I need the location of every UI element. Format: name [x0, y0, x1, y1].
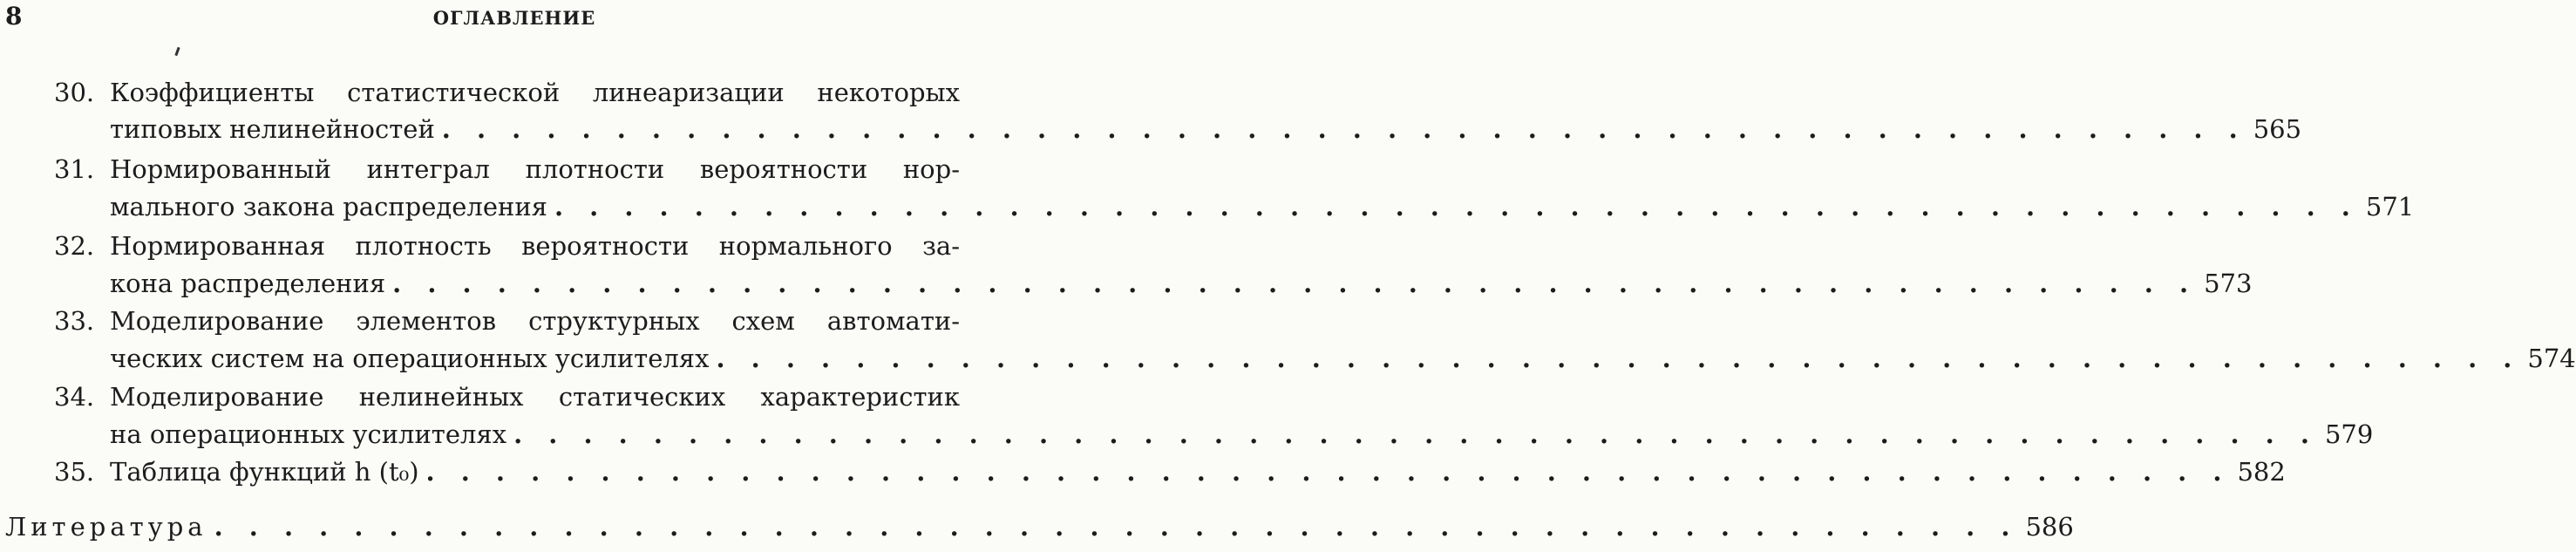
- literature-label: Литература: [5, 512, 207, 542]
- entry-title-line-2: [110, 339, 2576, 378]
- dot-leader: . . . . . . . . . . . . . . . . . . . . . . . . . . . . . . . . . . . . . . . . . . . . . . . . . . . .: [425, 457, 2231, 487]
- entry-page: 573: [2204, 269, 2253, 298]
- dot-leader: . . . . . . . . . . . . . . . . . . . . . . . . . . . . . . . . . . . . . . . . . . . . . . . . . . . .: [554, 192, 2359, 221]
- entry-title-text: типовых нелинейностей: [110, 114, 435, 144]
- dot-leader: . . . . . . . . . . . . . . . . . . . . . . . . . . . . . . . . . . . . . . . . . . . . . . . . . . . .: [392, 269, 2198, 298]
- entry-title-line-1: Нормированная плотность вероятности нормального за-: [110, 231, 960, 261]
- entry-number: 31.: [54, 154, 95, 184]
- entry-number: 34.: [54, 382, 95, 412]
- entry-title-line-2: [110, 453, 2286, 491]
- entry-title-text: кона распределения: [110, 269, 386, 298]
- literature-page: 586: [2025, 512, 2074, 542]
- entry-title-line-1: Нормированный интеграл плотности вероятности нор-: [110, 154, 960, 184]
- entry-number: 33.: [54, 306, 95, 336]
- running-head: ОГЛАВЛЕНИЕ: [432, 7, 596, 29]
- entry-title-line-1: Моделирование элементов структурных схем автомати-: [110, 306, 960, 336]
- entry-number: 30.: [54, 78, 95, 107]
- entry-title-text: на операционных усилителях: [110, 419, 507, 449]
- entry-title-text: Таблица функций h (t₀): [110, 457, 419, 487]
- entry-page: 571: [2365, 192, 2415, 221]
- entry-title-line-2: [110, 110, 2302, 148]
- entry-number: 35.: [54, 457, 95, 487]
- entry-title-line-1: Моделирование нелинейных статических характеристик: [110, 382, 960, 412]
- entry-page: 574: [2527, 344, 2576, 373]
- entry-title-line-2: [110, 264, 2253, 303]
- entry-title-text: ческих систем на операционных усилителях: [110, 344, 710, 373]
- entry-title-line-2: [110, 415, 2374, 453]
- entry-title-line-1: Коэффициенты статистической линеаризации некоторых: [110, 78, 960, 107]
- entry-title-text: мального закона распределения: [110, 192, 547, 221]
- entry-page: 582: [2237, 457, 2286, 487]
- dot-leader: . . . . . . . . . . . . . . . . . . . . . . . . . . . . . . . . . . . . . . . . . . . . . . . . . . . .: [441, 114, 2246, 144]
- entry-number: 32.: [54, 231, 95, 261]
- entry-page: 565: [2253, 114, 2302, 144]
- page-number: 8: [5, 2, 23, 31]
- dot-leader: . . . . . . . . . . . . . . . . . . . . . . . . . . . . . . . . . . . . . . . . . . . . . . . . . . . .: [214, 512, 2019, 542]
- dot-leader: . . . . . . . . . . . . . . . . . . . . . . . . . . . . . . . . . . . . . . . . . . . . . . . . . . . .: [716, 344, 2521, 373]
- stray-mark: [174, 47, 180, 56]
- toc-entry-literature: [5, 508, 2074, 546]
- entry-page: 579: [2324, 419, 2374, 449]
- dot-leader: . . . . . . . . . . . . . . . . . . . . . . . . . . . . . . . . . . . . . . . . . . . . . . . . . . . .: [513, 419, 2318, 449]
- entry-title-line-2: [110, 187, 2415, 226]
